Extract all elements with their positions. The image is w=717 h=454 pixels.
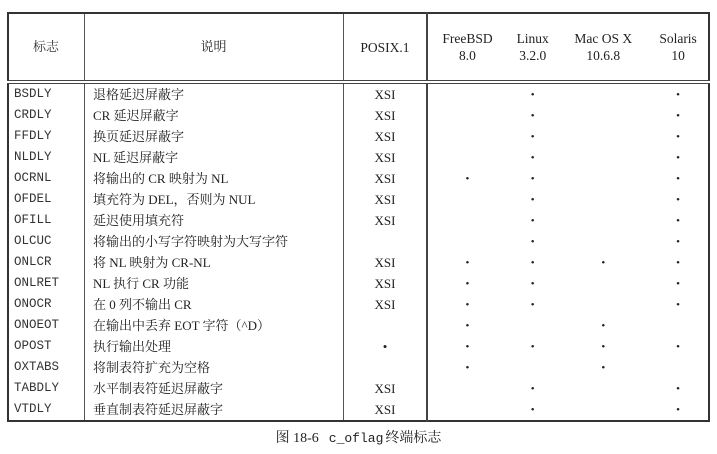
posix-support: • <box>344 336 428 357</box>
flag-description: 将输出的小写字符映射为大写字符 <box>85 231 344 252</box>
header-description: 说明 <box>85 13 344 82</box>
supported-dot-icon: • <box>530 215 535 227</box>
linux-support <box>507 105 558 126</box>
solaris-support <box>648 82 709 105</box>
mac-support <box>558 105 648 126</box>
supported-dot-icon: • <box>530 152 535 164</box>
posix-support: XSI <box>344 294 428 315</box>
supported-dot-icon: • <box>530 89 535 101</box>
solaris-support <box>648 294 709 315</box>
freebsd-support <box>427 294 507 315</box>
linux-support <box>507 231 558 252</box>
table-row <box>8 357 709 378</box>
solaris-support <box>648 336 709 357</box>
posix-support <box>344 231 428 252</box>
posix-support: XSI <box>344 210 428 231</box>
posix-support: XSI <box>344 82 428 105</box>
table-body <box>8 82 709 421</box>
header-posix: POSIX.1 <box>344 13 428 82</box>
supported-dot-icon: • <box>465 257 470 269</box>
flag-name: OCRNL <box>14 171 52 185</box>
flag-name: FFDLY <box>14 129 52 143</box>
linux-support <box>507 378 558 399</box>
linux-support <box>507 252 558 273</box>
supported-dot-icon: • <box>530 404 535 416</box>
table-row <box>8 82 709 105</box>
linux-support <box>507 147 558 168</box>
header-freebsd <box>427 13 507 82</box>
table-row <box>8 378 709 399</box>
supported-dot-icon: • <box>465 299 470 311</box>
supported-dot-icon: • <box>676 152 680 164</box>
freebsd-support <box>427 82 507 105</box>
freebsd-support <box>427 105 507 126</box>
table-row <box>8 294 709 315</box>
linux-support <box>507 357 558 378</box>
flag-name: OFILL <box>14 213 52 227</box>
freebsd-support <box>427 378 507 399</box>
solaris-support <box>648 105 709 126</box>
caption-code: c_oflag <box>328 431 384 446</box>
header-mac-name: Mac OS X <box>574 31 633 46</box>
flag-name: OXTABS <box>14 360 60 374</box>
header-freebsd-name: FreeBSD <box>442 31 493 46</box>
supported-dot-icon: • <box>601 257 606 269</box>
mac-support <box>558 252 648 273</box>
table-row <box>8 231 709 252</box>
posix-support: XSI <box>344 189 428 210</box>
supported-dot-icon: • <box>465 320 470 332</box>
supported-dot-icon: • <box>676 110 680 122</box>
flag-description: 水平制表符延迟屏蔽字 <box>85 378 344 399</box>
linux-support <box>507 336 558 357</box>
header-linux-version: 3.2.0 <box>519 48 547 63</box>
supported-dot-icon: • <box>530 278 535 290</box>
flag-name: TABDLY <box>14 381 60 395</box>
flag-description: 将 NL 映射为 CR-NL <box>85 252 344 273</box>
posix-support: XSI <box>344 126 428 147</box>
mac-support <box>558 399 648 421</box>
supported-dot-icon: • <box>465 362 470 374</box>
supported-dot-icon: • <box>601 320 606 332</box>
flag-name: ONOEOT <box>14 318 60 332</box>
mac-support <box>558 315 648 336</box>
flag-description: 将输出的 CR 映射为 NL <box>85 168 344 189</box>
flag-name: VTDLY <box>14 402 52 416</box>
header-freebsd-version: 8.0 <box>459 48 476 63</box>
solaris-support <box>648 210 709 231</box>
freebsd-support <box>427 231 507 252</box>
supported-dot-icon: • <box>530 299 535 311</box>
flag-name: ONOCR <box>14 297 52 311</box>
mac-support <box>558 273 648 294</box>
mac-support <box>558 168 648 189</box>
supported-dot-icon: • <box>465 278 470 290</box>
flag-description: CR 延迟屏蔽字 <box>85 105 344 126</box>
linux-support <box>507 273 558 294</box>
posix-support: XSI <box>344 168 428 189</box>
freebsd-support <box>427 336 507 357</box>
flag-description: 延迟使用填充符 <box>85 210 344 231</box>
linux-support <box>507 126 558 147</box>
supported-dot-icon: • <box>601 362 606 374</box>
table-row <box>8 126 709 147</box>
table-row <box>8 315 709 336</box>
solaris-support <box>648 231 709 252</box>
supported-dot-icon: • <box>676 89 680 101</box>
flag-description: 在 0 列不输出 CR <box>85 294 344 315</box>
solaris-support <box>648 378 709 399</box>
linux-support <box>507 210 558 231</box>
supported-dot-icon: • <box>676 278 680 290</box>
supported-dot-icon: • <box>676 131 680 143</box>
flag-name: ONLRET <box>14 276 60 290</box>
supported-dot-icon: • <box>676 341 680 353</box>
posix-support: XSI <box>344 252 428 273</box>
header-row <box>8 13 709 82</box>
freebsd-support <box>427 189 507 210</box>
supported-dot-icon: • <box>601 341 606 353</box>
flag-description: 在输出中丢弃 EOT 字符（^D） <box>85 315 344 336</box>
caption-text: 终端标志 <box>385 431 442 446</box>
freebsd-support <box>427 273 507 294</box>
supported-dot-icon: • <box>676 194 680 206</box>
flag-name: ONLCR <box>14 255 52 269</box>
solaris-support <box>648 357 709 378</box>
solaris-support <box>648 147 709 168</box>
freebsd-support <box>427 168 507 189</box>
table-row <box>8 147 709 168</box>
table-row <box>8 336 709 357</box>
header-mac-version: 10.6.8 <box>586 48 621 63</box>
supported-dot-icon: • <box>530 131 535 143</box>
supported-dot-icon: • <box>530 257 535 269</box>
supported-dot-icon: • <box>676 236 680 248</box>
linux-support <box>507 189 558 210</box>
solaris-support <box>648 252 709 273</box>
freebsd-support <box>427 252 507 273</box>
table-row <box>8 189 709 210</box>
flag-name: NLDLY <box>14 150 52 164</box>
table-row <box>8 168 709 189</box>
posix-support: XSI <box>344 378 428 399</box>
flag-description: 将制表符扩充为空格 <box>85 357 344 378</box>
supported-dot-icon: • <box>676 299 680 311</box>
mac-support <box>558 147 648 168</box>
supported-dot-icon: • <box>676 173 680 185</box>
freebsd-support <box>427 147 507 168</box>
header-solaris <box>648 13 709 82</box>
mac-support <box>558 189 648 210</box>
supported-dot-icon: • <box>530 383 535 395</box>
flag-description: NL 延迟屏蔽字 <box>85 147 344 168</box>
flag-description: 执行输出处理 <box>85 336 344 357</box>
linux-support <box>507 294 558 315</box>
freebsd-support <box>427 399 507 421</box>
supported-dot-icon: • <box>676 257 680 269</box>
linux-support <box>507 399 558 421</box>
mac-support <box>558 378 648 399</box>
flag-description: 垂直制表符延迟屏蔽字 <box>85 399 344 421</box>
mac-support <box>558 231 648 252</box>
posix-support: XSI <box>344 147 428 168</box>
flag-name: OPOST <box>14 339 52 353</box>
supported-dot-icon: • <box>530 110 535 122</box>
mac-support <box>558 210 648 231</box>
table-row <box>8 399 709 421</box>
solaris-support <box>648 315 709 336</box>
mac-support <box>558 294 648 315</box>
supported-dot-icon: • <box>465 173 470 185</box>
supported-dot-icon: • <box>676 383 680 395</box>
mac-support <box>558 357 648 378</box>
mac-support <box>558 336 648 357</box>
posix-support <box>344 315 428 336</box>
header-linux <box>507 13 558 82</box>
supported-dot-icon: • <box>530 194 535 206</box>
flag-name: OLCUC <box>14 234 52 248</box>
oflag-table <box>7 12 710 422</box>
header-flag: 标志 <box>8 13 85 82</box>
flag-description: NL 执行 CR 功能 <box>85 273 344 294</box>
posix-support <box>344 357 428 378</box>
flag-description: 换页延迟屏蔽字 <box>85 126 344 147</box>
supported-dot-icon: • <box>530 173 535 185</box>
supported-dot-icon: • <box>676 404 680 416</box>
table-row <box>8 210 709 231</box>
solaris-support <box>648 399 709 421</box>
freebsd-support <box>427 315 507 336</box>
flag-name: OFDEL <box>14 192 52 206</box>
posix-support: XSI <box>344 273 428 294</box>
solaris-support <box>648 189 709 210</box>
solaris-support <box>648 273 709 294</box>
mac-support <box>558 126 648 147</box>
header-solaris-name: Solaris <box>659 31 697 46</box>
mac-support <box>558 82 648 105</box>
supported-dot-icon: • <box>465 341 470 353</box>
solaris-support <box>648 126 709 147</box>
posix-support: XSI <box>344 399 428 421</box>
freebsd-support <box>427 357 507 378</box>
header-mac <box>558 13 648 82</box>
caption-label: 图 18-6 <box>275 431 319 446</box>
linux-support <box>507 168 558 189</box>
flag-description: 退格延迟屏蔽字 <box>85 82 344 105</box>
freebsd-support <box>427 126 507 147</box>
solaris-support <box>648 168 709 189</box>
flag-name: BSDLY <box>14 87 52 101</box>
header-linux-name: Linux <box>516 31 549 46</box>
posix-support: XSI <box>344 105 428 126</box>
linux-support <box>507 82 558 105</box>
header-solaris-version: 10 <box>671 48 685 63</box>
table-row <box>8 105 709 126</box>
freebsd-support <box>427 210 507 231</box>
flag-name: CRDLY <box>14 108 52 122</box>
flag-description: 填充符为 DEL，否则为 NUL <box>85 189 344 210</box>
table-row <box>8 252 709 273</box>
supported-dot-icon: • <box>530 341 535 353</box>
supported-dot-icon: • <box>676 215 680 227</box>
table-row <box>8 273 709 294</box>
linux-support <box>507 315 558 336</box>
supported-dot-icon: • <box>530 236 535 248</box>
